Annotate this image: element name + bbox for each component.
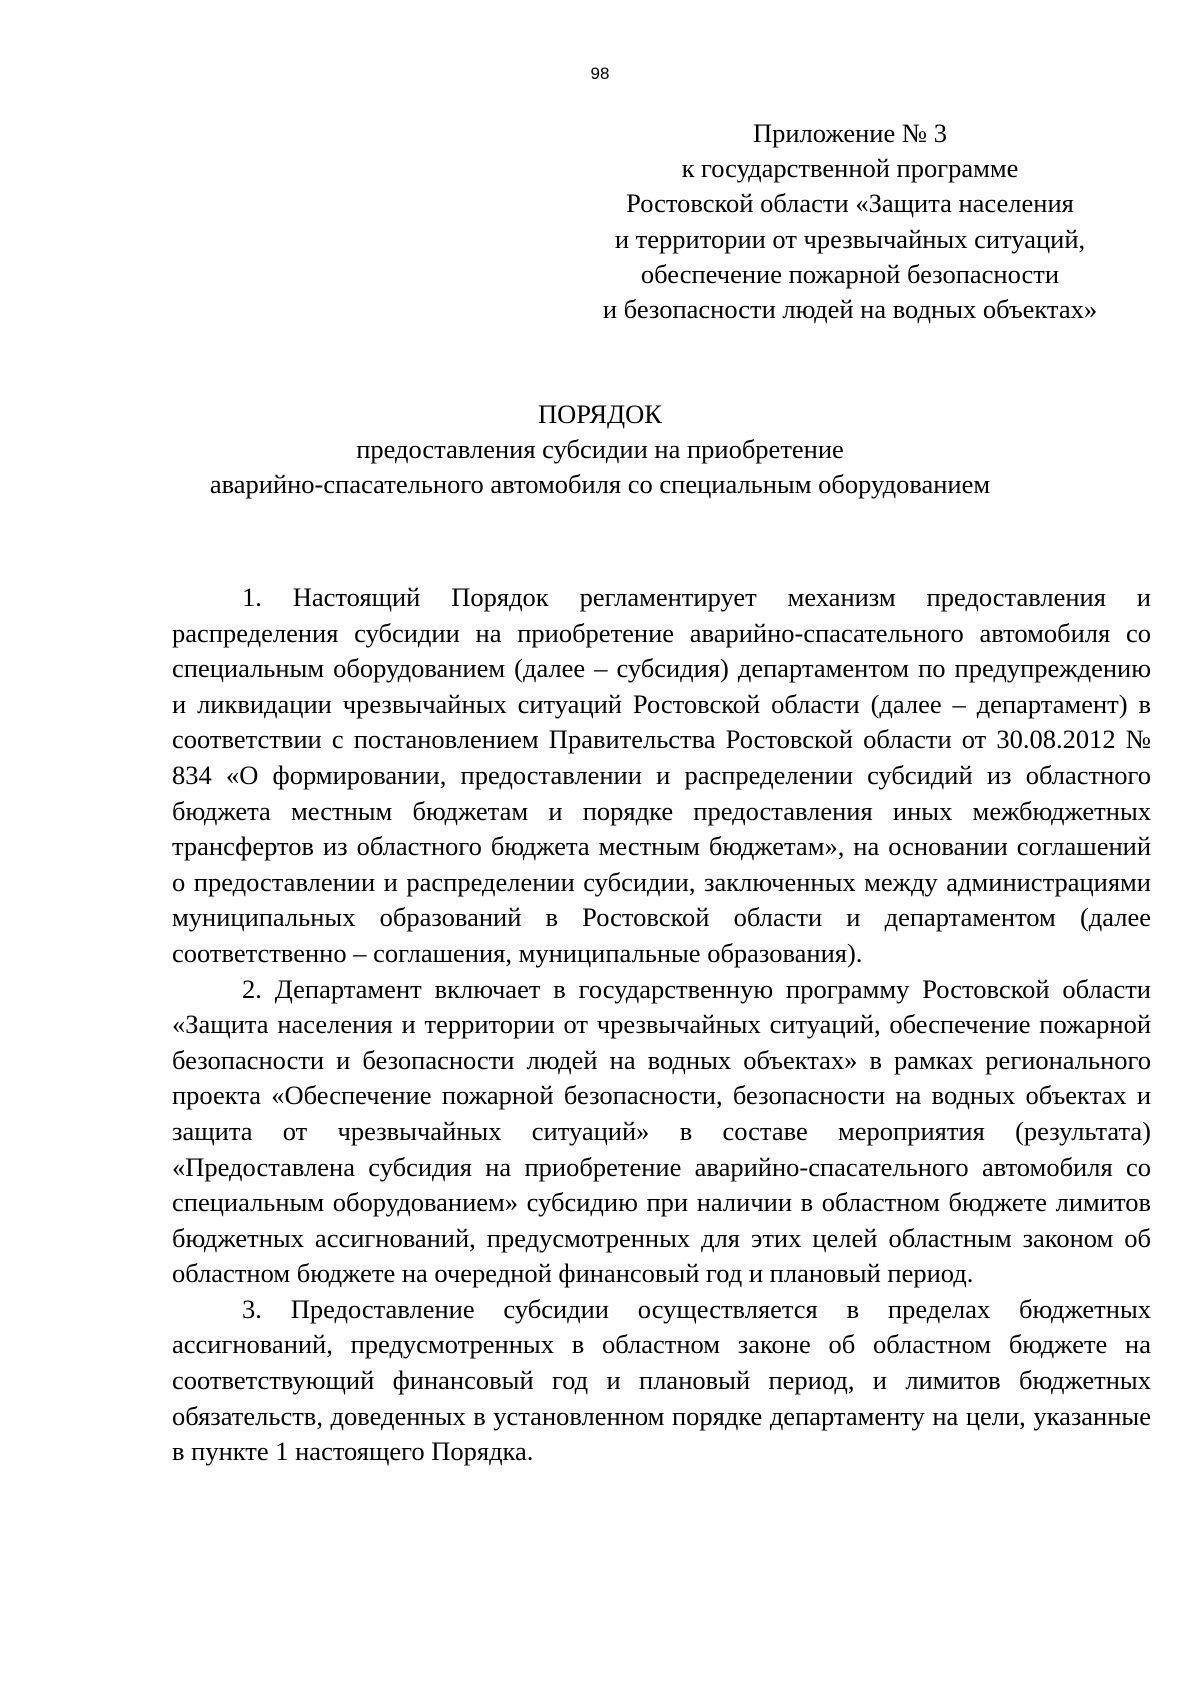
appendix-line: обеспечение пожарной безопасности — [640, 258, 1060, 289]
document-subtitle-line: предоставления субсидии на приобретение — [356, 434, 844, 464]
document-title-block — [0, 397, 1200, 502]
appendix-line: и территории от чрезвычайных ситуаций, — [614, 223, 1086, 254]
paragraph-1: 1. Настоящий Порядок регламентирует механизм предоставления и распределения субсидии на приобретение аварийно-спасательного автомобиля со специальным оборудованием (далее – субсидия) департаментом по предупреждению и ликвидации чрезвычайных ситуаций Ростовской области (далее – департамент) в соответствии с постановлением Правительства Ростовской области от 30.08.2012 № 834 «О формировании, предоставлении и распределении субсидий из областного бюджета местным бюджетам и порядке предоставления иных межбюджетных трансфертов из областного бюджета местным бюджетам», на основании соглашений о предоставлении и распределении субсидии, заключенных между администрациями муниципальных образований в Ростовской области и департаментом (далее соответственно – соглашения, муниципальные образования). — [172, 582, 1151, 968]
document-body — [172, 580, 1151, 1470]
appendix-line: к государственной программе — [681, 153, 1019, 184]
page-number: 98 — [590, 64, 610, 83]
appendix-line: Ростовской области «Защита населения — [626, 188, 1074, 219]
paragraph-3: 3. Предоставление субсидии осуществляется в пределах бюджетных ассигнований, предусмотренных в областном законе об областном бюджете на соответствующий финансовый год и плановый период, и лимитов бюджетных обязательств, доведенных в установленном порядке департаменту на цели, указанные в пункте 1 настоящего Порядка. — [172, 1293, 1151, 1467]
paragraph-2: 2. Департамент включает в государственную программу Ростовской области «Защита населения и территории от чрезвычайных ситуаций, обеспечение пожарной безопасности и безопасности людей на водных объектах» в рамках регионального проекта «Обеспечение пожарной безопасности, безопасности на водных объектах и защита от чрезвычайных ситуаций» в составе мероприятия (результата) «Предоставлена субсидия на приобретение аварийно-спасательного автомобиля со специальным оборудованием» субсидию при наличии в областном бюджете лимитов бюджетных ассигнований, предусмотренных для этих целей областным законом об областном бюджете на очередной финансовый год и плановый период. — [172, 973, 1151, 1289]
appendix-line: Приложение № 3 — [752, 118, 947, 148]
appendix-line: и безопасности людей на водных объектах» — [602, 294, 1098, 325]
document-heading: ПОРЯДОК — [538, 399, 662, 429]
document-subtitle-line: аварийно-спасательного автомобиля со специальным оборудованием — [209, 469, 991, 499]
appendix-block — [590, 116, 1110, 327]
